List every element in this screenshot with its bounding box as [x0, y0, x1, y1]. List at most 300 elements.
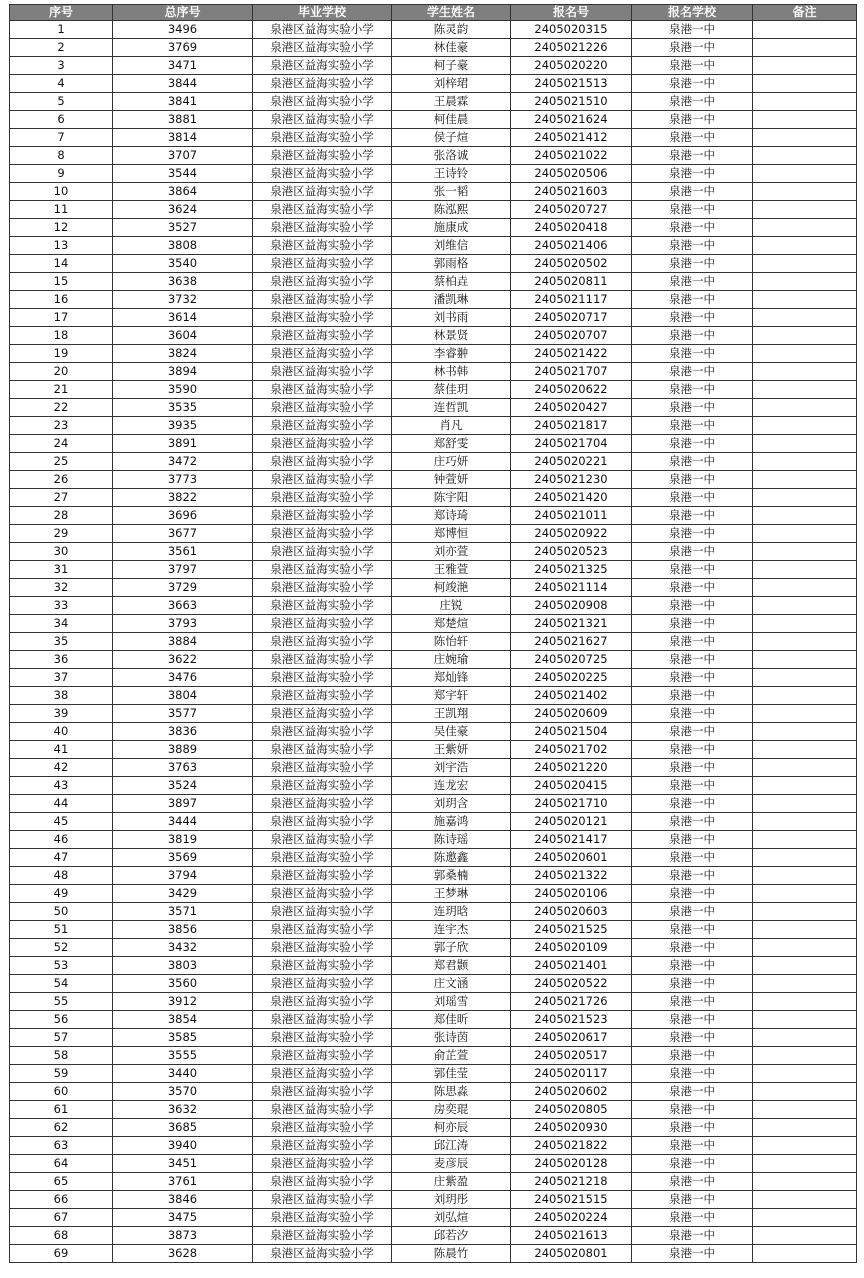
cell-applied-school: 泉港一中 — [632, 417, 753, 435]
cell-applied-school: 泉港一中 — [632, 345, 753, 363]
cell-total-index: 3891 — [113, 435, 253, 453]
cell-remarks — [753, 1101, 857, 1119]
cell-student-name: 肖凡 — [392, 417, 511, 435]
cell-registration-number: 2405020930 — [511, 1119, 632, 1137]
cell-index: 12 — [10, 219, 113, 237]
cell-total-index: 3677 — [113, 525, 253, 543]
cell-graduation-school: 泉港区益海实验小学 — [253, 1065, 392, 1083]
table-row — [10, 1173, 857, 1191]
cell-remarks — [753, 651, 857, 669]
cell-registration-number: 2405021220 — [511, 759, 632, 777]
cell-applied-school: 泉港一中 — [632, 1227, 753, 1245]
cell-remarks — [753, 741, 857, 759]
cell-applied-school: 泉港一中 — [632, 741, 753, 759]
cell-student-name: 陈诗瑶 — [392, 831, 511, 849]
cell-graduation-school: 泉港区益海实验小学 — [253, 21, 392, 39]
cell-total-index: 3614 — [113, 309, 253, 327]
cell-registration-number: 2405021624 — [511, 111, 632, 129]
cell-total-index: 3638 — [113, 273, 253, 291]
cell-index: 9 — [10, 165, 113, 183]
cell-total-index: 3732 — [113, 291, 253, 309]
table-row — [10, 219, 857, 237]
cell-total-index: 3622 — [113, 651, 253, 669]
cell-index: 32 — [10, 579, 113, 597]
cell-registration-number: 2405021322 — [511, 867, 632, 885]
cell-total-index: 3632 — [113, 1101, 253, 1119]
cell-graduation-school: 泉港区益海实验小学 — [253, 237, 392, 255]
table-row — [10, 759, 857, 777]
cell-index: 35 — [10, 633, 113, 651]
cell-index: 16 — [10, 291, 113, 309]
cell-applied-school: 泉港一中 — [632, 759, 753, 777]
cell-index: 64 — [10, 1155, 113, 1173]
header-total-index: 总序号 — [113, 5, 253, 21]
cell-applied-school: 泉港一中 — [632, 1029, 753, 1047]
table-row — [10, 867, 857, 885]
cell-registration-number: 2405020117 — [511, 1065, 632, 1083]
table-row — [10, 165, 857, 183]
table-row — [10, 921, 857, 939]
cell-total-index: 3819 — [113, 831, 253, 849]
cell-remarks — [753, 579, 857, 597]
cell-graduation-school: 泉港区益海实验小学 — [253, 1227, 392, 1245]
cell-total-index: 3797 — [113, 561, 253, 579]
cell-applied-school: 泉港一中 — [632, 183, 753, 201]
cell-applied-school: 泉港一中 — [632, 201, 753, 219]
cell-index: 13 — [10, 237, 113, 255]
cell-remarks — [753, 57, 857, 75]
cell-remarks — [753, 777, 857, 795]
cell-student-name: 刘梓珺 — [392, 75, 511, 93]
cell-student-name: 俞芷萱 — [392, 1047, 511, 1065]
cell-graduation-school: 泉港区益海实验小学 — [253, 381, 392, 399]
cell-registration-number: 2405020609 — [511, 705, 632, 723]
cell-registration-number: 2405021117 — [511, 291, 632, 309]
cell-student-name: 连龙宏 — [392, 777, 511, 795]
cell-total-index: 3940 — [113, 1137, 253, 1155]
cell-index: 36 — [10, 651, 113, 669]
cell-index: 33 — [10, 597, 113, 615]
cell-remarks — [753, 543, 857, 561]
table-row — [10, 111, 857, 129]
cell-total-index: 3527 — [113, 219, 253, 237]
cell-graduation-school: 泉港区益海实验小学 — [253, 651, 392, 669]
table-row — [10, 93, 857, 111]
cell-student-name: 庄婉瑜 — [392, 651, 511, 669]
cell-student-name: 郑佳昕 — [392, 1011, 511, 1029]
cell-total-index: 3476 — [113, 669, 253, 687]
cell-index: 41 — [10, 741, 113, 759]
cell-index: 57 — [10, 1029, 113, 1047]
cell-registration-number: 2405020603 — [511, 903, 632, 921]
cell-graduation-school: 泉港区益海实验小学 — [253, 813, 392, 831]
cell-applied-school: 泉港一中 — [632, 399, 753, 417]
cell-remarks — [753, 1011, 857, 1029]
cell-index: 43 — [10, 777, 113, 795]
cell-graduation-school: 泉港区益海实验小学 — [253, 615, 392, 633]
cell-total-index: 3707 — [113, 147, 253, 165]
cell-total-index: 3577 — [113, 705, 253, 723]
cell-total-index: 3884 — [113, 633, 253, 651]
table-row — [10, 741, 857, 759]
cell-remarks — [753, 1191, 857, 1209]
cell-remarks — [753, 1083, 857, 1101]
cell-total-index: 3451 — [113, 1155, 253, 1173]
table-row — [10, 1083, 857, 1101]
cell-applied-school: 泉港一中 — [632, 93, 753, 111]
cell-registration-number: 2405021417 — [511, 831, 632, 849]
cell-registration-number: 2405021504 — [511, 723, 632, 741]
cell-remarks — [753, 1155, 857, 1173]
cell-student-name: 庄文涵 — [392, 975, 511, 993]
table-row — [10, 1029, 857, 1047]
cell-applied-school: 泉港一中 — [632, 489, 753, 507]
cell-index: 68 — [10, 1227, 113, 1245]
cell-student-name: 林景贤 — [392, 327, 511, 345]
cell-applied-school: 泉港一中 — [632, 291, 753, 309]
cell-total-index: 3836 — [113, 723, 253, 741]
cell-registration-number: 2405021603 — [511, 183, 632, 201]
cell-student-name: 王晨霖 — [392, 93, 511, 111]
table-row — [10, 21, 857, 39]
cell-applied-school: 泉港一中 — [632, 1011, 753, 1029]
cell-applied-school: 泉港一中 — [632, 1137, 753, 1155]
table-row — [10, 507, 857, 525]
cell-student-name: 刘弘煊 — [392, 1209, 511, 1227]
table-row — [10, 327, 857, 345]
cell-registration-number: 2405020725 — [511, 651, 632, 669]
cell-remarks — [753, 255, 857, 273]
cell-student-name: 连宇杰 — [392, 921, 511, 939]
cell-applied-school: 泉港一中 — [632, 633, 753, 651]
cell-total-index: 3803 — [113, 957, 253, 975]
cell-graduation-school: 泉港区益海实验小学 — [253, 93, 392, 111]
cell-applied-school: 泉港一中 — [632, 129, 753, 147]
cell-registration-number: 2405021523 — [511, 1011, 632, 1029]
table-row — [10, 1065, 857, 1083]
cell-student-name: 王诗铃 — [392, 165, 511, 183]
cell-graduation-school: 泉港区益海实验小学 — [253, 561, 392, 579]
cell-student-name: 李睿翀 — [392, 345, 511, 363]
cell-index: 15 — [10, 273, 113, 291]
cell-remarks — [753, 885, 857, 903]
cell-index: 1 — [10, 21, 113, 39]
cell-student-name: 陈晨竹 — [392, 1245, 511, 1263]
table-row — [10, 489, 857, 507]
cell-graduation-school: 泉港区益海实验小学 — [253, 903, 392, 921]
cell-graduation-school: 泉港区益海实验小学 — [253, 975, 392, 993]
table-row — [10, 309, 857, 327]
cell-student-name: 刘瑶雪 — [392, 993, 511, 1011]
cell-remarks — [753, 399, 857, 417]
cell-remarks — [753, 525, 857, 543]
cell-applied-school: 泉港一中 — [632, 1245, 753, 1263]
cell-registration-number: 2405020418 — [511, 219, 632, 237]
cell-registration-number: 2405020109 — [511, 939, 632, 957]
cell-applied-school: 泉港一中 — [632, 507, 753, 525]
table-row — [10, 57, 857, 75]
cell-index: 60 — [10, 1083, 113, 1101]
cell-index: 69 — [10, 1245, 113, 1263]
cell-total-index: 3524 — [113, 777, 253, 795]
cell-applied-school: 泉港一中 — [632, 327, 753, 345]
table-row — [10, 147, 857, 165]
cell-index: 24 — [10, 435, 113, 453]
cell-graduation-school: 泉港区益海实验小学 — [253, 57, 392, 75]
cell-registration-number: 2405020220 — [511, 57, 632, 75]
cell-registration-number: 2405021022 — [511, 147, 632, 165]
cell-applied-school: 泉港一中 — [632, 831, 753, 849]
cell-graduation-school: 泉港区益海实验小学 — [253, 633, 392, 651]
cell-index: 61 — [10, 1101, 113, 1119]
cell-graduation-school: 泉港区益海实验小学 — [253, 795, 392, 813]
cell-index: 19 — [10, 345, 113, 363]
cell-registration-number: 2405021325 — [511, 561, 632, 579]
cell-graduation-school: 泉港区益海实验小学 — [253, 867, 392, 885]
cell-applied-school: 泉港一中 — [632, 435, 753, 453]
cell-graduation-school: 泉港区益海实验小学 — [253, 1209, 392, 1227]
cell-registration-number: 2405021218 — [511, 1173, 632, 1191]
cell-remarks — [753, 957, 857, 975]
cell-graduation-school: 泉港区益海实验小学 — [253, 471, 392, 489]
cell-remarks — [753, 1245, 857, 1263]
cell-registration-number: 2405021525 — [511, 921, 632, 939]
table-row — [10, 525, 857, 543]
cell-student-name: 施康成 — [392, 219, 511, 237]
table-row — [10, 273, 857, 291]
table-row — [10, 723, 857, 741]
table-row — [10, 543, 857, 561]
cell-graduation-school: 泉港区益海实验小学 — [253, 525, 392, 543]
cell-remarks — [753, 759, 857, 777]
cell-student-name: 房奕琨 — [392, 1101, 511, 1119]
cell-remarks — [753, 309, 857, 327]
cell-applied-school: 泉港一中 — [632, 1155, 753, 1173]
table-row — [10, 183, 857, 201]
cell-graduation-school: 泉港区益海实验小学 — [253, 219, 392, 237]
cell-applied-school: 泉港一中 — [632, 57, 753, 75]
cell-index: 21 — [10, 381, 113, 399]
table-row — [10, 615, 857, 633]
cell-graduation-school: 泉港区益海实验小学 — [253, 453, 392, 471]
cell-applied-school: 泉港一中 — [632, 1047, 753, 1065]
cell-student-name: 刘维信 — [392, 237, 511, 255]
cell-registration-number: 2405021707 — [511, 363, 632, 381]
cell-registration-number: 2405020415 — [511, 777, 632, 795]
table-row — [10, 687, 857, 705]
cell-remarks — [753, 147, 857, 165]
cell-total-index: 3873 — [113, 1227, 253, 1245]
cell-graduation-school: 泉港区益海实验小学 — [253, 75, 392, 93]
cell-index: 58 — [10, 1047, 113, 1065]
cell-student-name: 郑诗琦 — [392, 507, 511, 525]
cell-graduation-school: 泉港区益海实验小学 — [253, 309, 392, 327]
cell-remarks — [753, 1227, 857, 1245]
cell-remarks — [753, 849, 857, 867]
cell-registration-number: 2405021420 — [511, 489, 632, 507]
cell-student-name: 郭桑楠 — [392, 867, 511, 885]
cell-remarks — [753, 273, 857, 291]
cell-index: 53 — [10, 957, 113, 975]
cell-total-index: 3569 — [113, 849, 253, 867]
cell-index: 38 — [10, 687, 113, 705]
cell-graduation-school: 泉港区益海实验小学 — [253, 273, 392, 291]
cell-student-name: 邱江涛 — [392, 1137, 511, 1155]
cell-applied-school: 泉港一中 — [632, 219, 753, 237]
cell-remarks — [753, 93, 857, 111]
cell-applied-school: 泉港一中 — [632, 975, 753, 993]
cell-index: 27 — [10, 489, 113, 507]
cell-total-index: 3794 — [113, 867, 253, 885]
cell-index: 39 — [10, 705, 113, 723]
cell-student-name: 蔡佳玥 — [392, 381, 511, 399]
cell-total-index: 3729 — [113, 579, 253, 597]
cell-total-index: 3881 — [113, 111, 253, 129]
cell-student-name: 刘玥彤 — [392, 1191, 511, 1209]
cell-index: 30 — [10, 543, 113, 561]
cell-remarks — [753, 489, 857, 507]
cell-index: 6 — [10, 111, 113, 129]
cell-graduation-school: 泉港区益海实验小学 — [253, 687, 392, 705]
table-row — [10, 597, 857, 615]
cell-student-name: 陈泓熙 — [392, 201, 511, 219]
cell-registration-number: 2405021704 — [511, 435, 632, 453]
cell-graduation-school: 泉港区益海实验小学 — [253, 327, 392, 345]
cell-remarks — [753, 291, 857, 309]
cell-applied-school: 泉港一中 — [632, 1191, 753, 1209]
cell-index: 49 — [10, 885, 113, 903]
cell-registration-number: 2405021226 — [511, 39, 632, 57]
cell-index: 44 — [10, 795, 113, 813]
cell-graduation-school: 泉港区益海实验小学 — [253, 201, 392, 219]
cell-remarks — [753, 201, 857, 219]
cell-total-index: 3822 — [113, 489, 253, 507]
table-row — [10, 1191, 857, 1209]
table-row — [10, 885, 857, 903]
cell-graduation-school: 泉港区益海实验小学 — [253, 39, 392, 57]
cell-applied-school: 泉港一中 — [632, 147, 753, 165]
cell-student-name: 张洛诚 — [392, 147, 511, 165]
cell-applied-school: 泉港一中 — [632, 957, 753, 975]
admission-list-sheet — [9, 4, 856, 1263]
table-row — [10, 255, 857, 273]
cell-student-name: 郭雨格 — [392, 255, 511, 273]
cell-graduation-school: 泉港区益海实验小学 — [253, 1101, 392, 1119]
table-row — [10, 237, 857, 255]
table-row — [10, 1011, 857, 1029]
cell-applied-school: 泉港一中 — [632, 75, 753, 93]
cell-remarks — [753, 975, 857, 993]
cell-index: 26 — [10, 471, 113, 489]
cell-remarks — [753, 1119, 857, 1137]
cell-registration-number: 2405020315 — [511, 21, 632, 39]
cell-student-name: 郭佳莹 — [392, 1065, 511, 1083]
cell-graduation-school: 泉港区益海实验小学 — [253, 489, 392, 507]
cell-remarks — [753, 381, 857, 399]
cell-remarks — [753, 867, 857, 885]
cell-total-index: 3535 — [113, 399, 253, 417]
cell-applied-school: 泉港一中 — [632, 705, 753, 723]
cell-remarks — [753, 813, 857, 831]
table-row — [10, 75, 857, 93]
cell-registration-number: 2405020811 — [511, 273, 632, 291]
cell-total-index: 3824 — [113, 345, 253, 363]
cell-total-index: 3432 — [113, 939, 253, 957]
cell-graduation-school: 泉港区益海实验小学 — [253, 111, 392, 129]
cell-registration-number: 2405020522 — [511, 975, 632, 993]
cell-student-name: 侯子煊 — [392, 129, 511, 147]
cell-student-name: 庄巧妍 — [392, 453, 511, 471]
cell-graduation-school: 泉港区益海实验小学 — [253, 1083, 392, 1101]
table-row — [10, 1101, 857, 1119]
cell-registration-number: 2405021230 — [511, 471, 632, 489]
header-graduation-school: 毕业学校 — [253, 5, 392, 21]
cell-student-name: 蔡柏垚 — [392, 273, 511, 291]
table-row — [10, 777, 857, 795]
cell-index: 50 — [10, 903, 113, 921]
cell-graduation-school: 泉港区益海实验小学 — [253, 741, 392, 759]
cell-index: 25 — [10, 453, 113, 471]
cell-index: 66 — [10, 1191, 113, 1209]
cell-student-name: 陈怡轩 — [392, 633, 511, 651]
cell-remarks — [753, 615, 857, 633]
table-row — [10, 129, 857, 147]
cell-applied-school: 泉港一中 — [632, 453, 753, 471]
cell-registration-number: 2405021510 — [511, 93, 632, 111]
table-row — [10, 1047, 857, 1065]
cell-index: 47 — [10, 849, 113, 867]
cell-registration-number: 2405020121 — [511, 813, 632, 831]
cell-registration-number: 2405021401 — [511, 957, 632, 975]
cell-total-index: 3560 — [113, 975, 253, 993]
cell-total-index: 3471 — [113, 57, 253, 75]
table-row — [10, 831, 857, 849]
cell-student-name: 吴佳豪 — [392, 723, 511, 741]
table-row — [10, 633, 857, 651]
cell-applied-school: 泉港一中 — [632, 849, 753, 867]
cell-remarks — [753, 705, 857, 723]
cell-registration-number: 2405020717 — [511, 309, 632, 327]
cell-total-index: 3912 — [113, 993, 253, 1011]
cell-index: 46 — [10, 831, 113, 849]
cell-student-name: 陈思淼 — [392, 1083, 511, 1101]
table-row — [10, 1227, 857, 1245]
cell-student-name: 邱若汐 — [392, 1227, 511, 1245]
cell-student-name: 柯佳晨 — [392, 111, 511, 129]
cell-remarks — [753, 795, 857, 813]
cell-index: 65 — [10, 1173, 113, 1191]
cell-applied-school: 泉港一中 — [632, 921, 753, 939]
cell-student-name: 王雅萱 — [392, 561, 511, 579]
cell-registration-number: 2405020908 — [511, 597, 632, 615]
cell-index: 3 — [10, 57, 113, 75]
cell-registration-number: 2405021406 — [511, 237, 632, 255]
cell-registration-number: 2405021114 — [511, 579, 632, 597]
cell-applied-school: 泉港一中 — [632, 111, 753, 129]
table-header-row — [10, 5, 857, 21]
cell-index: 20 — [10, 363, 113, 381]
cell-registration-number: 2405020506 — [511, 165, 632, 183]
cell-graduation-school: 泉港区益海实验小学 — [253, 831, 392, 849]
cell-remarks — [753, 561, 857, 579]
cell-total-index: 3864 — [113, 183, 253, 201]
cell-registration-number: 2405021513 — [511, 75, 632, 93]
cell-remarks — [753, 939, 857, 957]
cell-remarks — [753, 1065, 857, 1083]
cell-index: 8 — [10, 147, 113, 165]
cell-total-index: 3472 — [113, 453, 253, 471]
cell-student-name: 林佳豪 — [392, 39, 511, 57]
